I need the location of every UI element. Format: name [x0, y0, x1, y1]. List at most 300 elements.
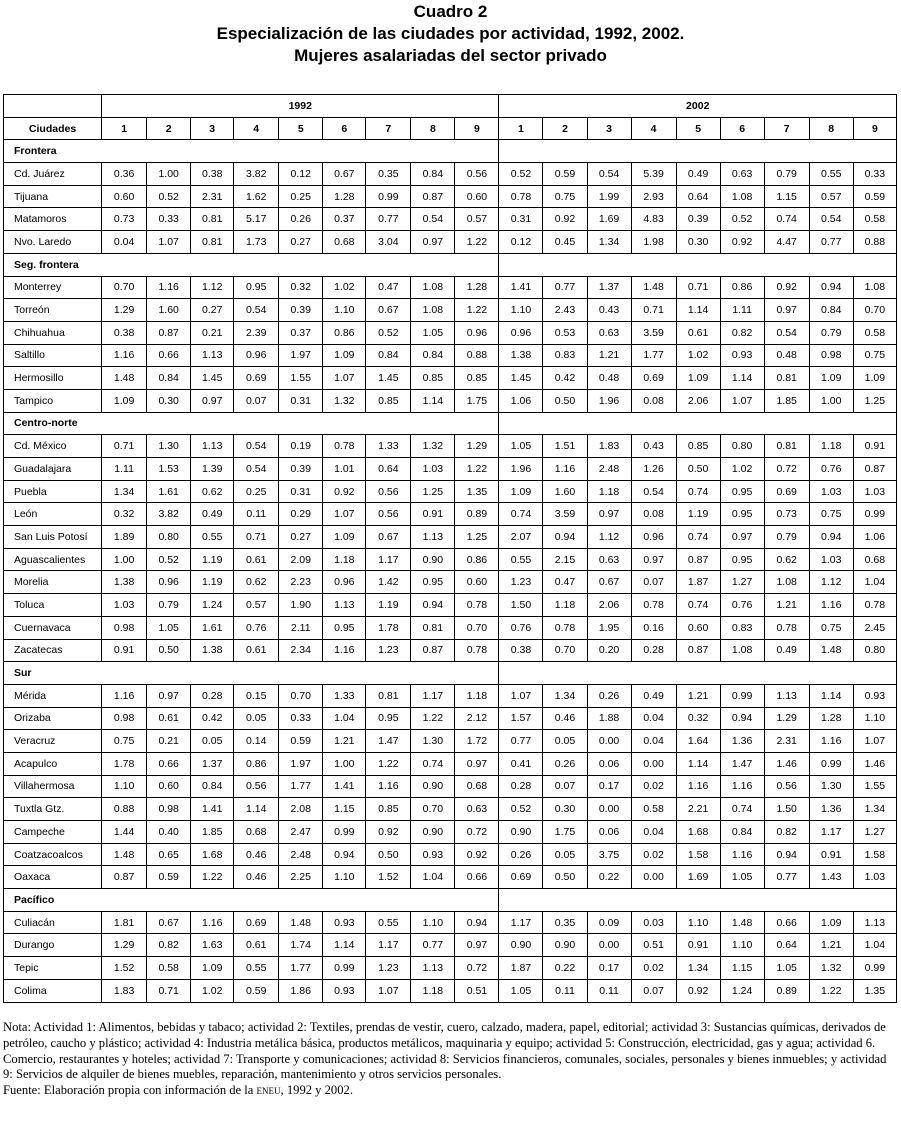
value-cell-2002-5: 0.87 [676, 548, 720, 571]
value-cell-1992-3: 0.97 [191, 389, 234, 412]
activity-header-2002-7: 7 [764, 117, 809, 140]
table-row [4, 276, 897, 299]
value-cell-1992-8: 1.04 [411, 866, 455, 889]
value-cell-2002-5: 0.85 [676, 435, 720, 458]
city-name: Veracruz [4, 730, 102, 753]
value-cell-1992-4: 2.39 [234, 321, 279, 344]
value-cell-1992-1: 0.70 [102, 276, 147, 299]
value-cell-1992-1: 1.52 [102, 957, 147, 980]
value-cell-1992-3: 1.68 [191, 843, 234, 866]
blank-corner-cell [4, 95, 102, 118]
value-cell-2002-9: 1.09 [853, 367, 896, 390]
value-cell-1992-6: 0.96 [323, 571, 366, 594]
table-row [4, 503, 897, 526]
value-cell-2002-7: 1.21 [764, 594, 809, 617]
value-cell-2002-2: 0.35 [543, 911, 587, 934]
region-row [4, 889, 897, 912]
value-cell-1992-2: 0.71 [147, 979, 191, 1002]
value-cell-2002-9: 0.78 [853, 594, 896, 617]
value-cell-2002-1: 1.96 [499, 458, 543, 481]
value-cell-2002-6: 1.08 [720, 639, 764, 662]
value-cell-2002-9: 1.25 [853, 389, 896, 412]
value-cell-1992-5: 0.33 [279, 707, 323, 730]
value-cell-2002-8: 0.98 [809, 344, 853, 367]
value-cell-2002-7: 0.97 [764, 299, 809, 322]
value-cell-1992-6: 0.67 [323, 163, 366, 186]
value-cell-2002-3: 0.11 [587, 979, 631, 1002]
value-cell-1992-4: 0.56 [234, 775, 279, 798]
value-cell-2002-8: 1.18 [809, 435, 853, 458]
value-cell-1992-7: 0.92 [366, 821, 411, 844]
value-cell-1992-9: 0.72 [455, 821, 499, 844]
value-cell-1992-3: 0.81 [191, 208, 234, 231]
value-cell-1992-1: 0.38 [102, 321, 147, 344]
value-cell-2002-6: 0.74 [720, 798, 764, 821]
value-cell-2002-5: 0.50 [676, 458, 720, 481]
value-cell-1992-6: 0.68 [323, 231, 366, 254]
value-cell-2002-2: 0.05 [543, 730, 587, 753]
value-cell-1992-6: 1.01 [323, 458, 366, 481]
value-cell-2002-8: 0.75 [809, 616, 853, 639]
value-cell-1992-9: 0.86 [455, 548, 499, 571]
value-cell-2002-8: 1.16 [809, 730, 853, 753]
value-cell-1992-7: 1.52 [366, 866, 411, 889]
value-cell-2002-6: 0.94 [720, 707, 764, 730]
value-cell-2002-4: 0.00 [631, 752, 676, 775]
value-cell-2002-4: 0.00 [631, 866, 676, 889]
value-cell-1992-9: 0.72 [455, 957, 499, 980]
value-cell-2002-6: 1.47 [720, 752, 764, 775]
value-cell-1992-1: 1.48 [102, 843, 147, 866]
value-cell-1992-5: 0.39 [279, 458, 323, 481]
value-cell-2002-9: 0.68 [853, 548, 896, 571]
value-cell-2002-5: 0.92 [676, 979, 720, 1002]
value-cell-2002-9: 1.46 [853, 752, 896, 775]
value-cell-1992-7: 0.81 [366, 684, 411, 707]
value-cell-1992-9: 1.22 [455, 299, 499, 322]
region-fill-1992 [102, 140, 499, 163]
value-cell-2002-9: 1.58 [853, 843, 896, 866]
region-fill-2002 [499, 140, 897, 163]
table-row [4, 208, 897, 231]
table-row [4, 639, 897, 662]
value-cell-1992-5: 0.70 [279, 684, 323, 707]
value-cell-1992-1: 1.78 [102, 752, 147, 775]
city-name: San Luis Potosí [4, 526, 102, 549]
value-cell-1992-9: 1.75 [455, 389, 499, 412]
value-cell-2002-9: 1.35 [853, 979, 896, 1002]
value-cell-2002-5: 0.71 [676, 276, 720, 299]
value-cell-2002-8: 1.09 [809, 367, 853, 390]
value-cell-1992-9: 0.66 [455, 866, 499, 889]
value-cell-2002-7: 4.47 [764, 231, 809, 254]
value-cell-2002-3: 1.88 [587, 707, 631, 730]
city-name: Culiacán [4, 911, 102, 934]
value-cell-1992-1: 0.87 [102, 866, 147, 889]
value-cell-1992-3: 1.09 [191, 957, 234, 980]
city-name: Monterrey [4, 276, 102, 299]
value-cell-2002-6: 1.15 [720, 957, 764, 980]
value-cell-1992-6: 1.14 [323, 934, 366, 957]
city-name: León [4, 503, 102, 526]
value-cell-1992-5: 0.25 [279, 185, 323, 208]
activity-header-1992-4: 4 [234, 117, 279, 140]
value-cell-2002-2: 2.15 [543, 548, 587, 571]
value-cell-2002-8: 0.76 [809, 458, 853, 481]
value-cell-2002-5: 1.58 [676, 843, 720, 866]
value-cell-2002-6: 1.02 [720, 458, 764, 481]
value-cell-1992-3: 2.31 [191, 185, 234, 208]
value-cell-2002-7: 0.64 [764, 934, 809, 957]
table-row [4, 866, 897, 889]
value-cell-2002-4: 0.49 [631, 684, 676, 707]
value-cell-1992-5: 1.48 [279, 911, 323, 934]
value-cell-1992-2: 1.30 [147, 435, 191, 458]
value-cell-2002-9: 1.04 [853, 934, 896, 957]
activity-header-2002-4: 4 [631, 117, 676, 140]
city-name: Acapulco [4, 752, 102, 775]
value-cell-1992-8: 1.10 [411, 911, 455, 934]
value-cell-1992-3: 0.81 [191, 231, 234, 254]
value-cell-1992-8: 0.84 [411, 344, 455, 367]
value-cell-2002-1: 0.90 [499, 934, 543, 957]
value-cell-1992-4: 0.76 [234, 616, 279, 639]
table-row [4, 594, 897, 617]
value-cell-2002-7: 1.13 [764, 684, 809, 707]
value-cell-1992-2: 1.07 [147, 231, 191, 254]
value-cell-2002-9: 2.45 [853, 616, 896, 639]
table-row [4, 344, 897, 367]
value-cell-2002-2: 0.59 [543, 163, 587, 186]
value-cell-2002-6: 1.08 [720, 185, 764, 208]
caption-number: Cuadro 2 [413, 2, 488, 21]
value-cell-1992-3: 1.02 [191, 979, 234, 1002]
value-cell-2002-3: 0.17 [587, 957, 631, 980]
city-name: Torreón [4, 299, 102, 322]
value-cell-2002-5: 0.64 [676, 185, 720, 208]
value-cell-2002-5: 1.34 [676, 957, 720, 980]
value-cell-2002-3: 0.48 [587, 367, 631, 390]
value-cell-1992-2: 0.66 [147, 344, 191, 367]
value-cell-1992-7: 0.95 [366, 707, 411, 730]
city-name: Zacatecas [4, 639, 102, 662]
value-cell-1992-4: 0.11 [234, 503, 279, 526]
value-cell-1992-7: 1.78 [366, 616, 411, 639]
value-cell-1992-8: 0.95 [411, 571, 455, 594]
activity-header-1992-7: 7 [366, 117, 411, 140]
value-cell-2002-8: 1.03 [809, 548, 853, 571]
value-cell-1992-6: 1.16 [323, 639, 366, 662]
value-cell-1992-2: 1.61 [147, 480, 191, 503]
value-cell-1992-7: 0.85 [366, 389, 411, 412]
value-cell-2002-3: 1.83 [587, 435, 631, 458]
value-cell-2002-4: 0.97 [631, 548, 676, 571]
value-cell-2002-8: 1.30 [809, 775, 853, 798]
value-cell-2002-7: 0.82 [764, 821, 809, 844]
value-cell-1992-1: 0.91 [102, 639, 147, 662]
value-cell-1992-5: 1.77 [279, 957, 323, 980]
city-name: Cd. México [4, 435, 102, 458]
value-cell-1992-3: 1.13 [191, 435, 234, 458]
value-cell-1992-6: 1.09 [323, 344, 366, 367]
city-name: Saltillo [4, 344, 102, 367]
value-cell-2002-2: 0.78 [543, 616, 587, 639]
value-cell-2002-6: 0.80 [720, 435, 764, 458]
city-name: Tuxtla Gtz. [4, 798, 102, 821]
value-cell-2002-5: 2.06 [676, 389, 720, 412]
value-cell-2002-3: 1.21 [587, 344, 631, 367]
value-cell-1992-7: 0.56 [366, 503, 411, 526]
value-cell-2002-9: 0.75 [853, 344, 896, 367]
activity-header-1992-6: 6 [323, 117, 366, 140]
value-cell-2002-5: 1.68 [676, 821, 720, 844]
value-cell-1992-9: 1.22 [455, 458, 499, 481]
value-cell-2002-5: 1.21 [676, 684, 720, 707]
cities-column-header: Ciudades [4, 117, 102, 140]
value-cell-1992-1: 0.04 [102, 231, 147, 254]
value-cell-2002-7: 1.15 [764, 185, 809, 208]
value-cell-1992-5: 2.47 [279, 821, 323, 844]
city-name: Toluca [4, 594, 102, 617]
city-name: Tampico [4, 389, 102, 412]
value-cell-1992-8: 0.81 [411, 616, 455, 639]
value-cell-2002-2: 0.07 [543, 775, 587, 798]
value-cell-2002-4: 0.04 [631, 730, 676, 753]
region-fill-2002 [499, 253, 897, 276]
value-cell-1992-5: 2.25 [279, 866, 323, 889]
value-cell-2002-9: 0.93 [853, 684, 896, 707]
value-cell-1992-6: 1.13 [323, 594, 366, 617]
value-cell-2002-6: 0.83 [720, 616, 764, 639]
value-cell-1992-4: 0.54 [234, 435, 279, 458]
value-cell-2002-4: 2.93 [631, 185, 676, 208]
value-cell-2002-7: 0.79 [764, 163, 809, 186]
value-cell-2002-4: 0.58 [631, 798, 676, 821]
table-row [4, 843, 897, 866]
value-cell-1992-7: 1.23 [366, 639, 411, 662]
value-cell-2002-8: 1.14 [809, 684, 853, 707]
value-cell-1992-8: 0.85 [411, 367, 455, 390]
value-cell-2002-7: 0.79 [764, 526, 809, 549]
value-cell-1992-5: 1.55 [279, 367, 323, 390]
value-cell-2002-1: 1.50 [499, 594, 543, 617]
activity-header-2002-2: 2 [543, 117, 587, 140]
value-cell-1992-9: 0.97 [455, 752, 499, 775]
value-cell-2002-6: 0.84 [720, 821, 764, 844]
value-cell-1992-7: 1.19 [366, 594, 411, 617]
value-cell-2002-1: 0.26 [499, 843, 543, 866]
value-cell-1992-1: 1.44 [102, 821, 147, 844]
value-cell-1992-7: 1.33 [366, 435, 411, 458]
value-cell-1992-1: 1.89 [102, 526, 147, 549]
value-cell-1992-6: 1.32 [323, 389, 366, 412]
value-cell-2002-9: 1.27 [853, 821, 896, 844]
value-cell-2002-7: 1.50 [764, 798, 809, 821]
value-cell-2002-8: 1.48 [809, 639, 853, 662]
region-fill-1992 [102, 662, 499, 685]
value-cell-1992-9: 0.94 [455, 911, 499, 934]
value-cell-2002-2: 1.60 [543, 480, 587, 503]
value-cell-1992-5: 0.27 [279, 526, 323, 549]
city-name: Mérida [4, 684, 102, 707]
value-cell-2002-6: 0.97 [720, 526, 764, 549]
value-cell-2002-7: 0.49 [764, 639, 809, 662]
value-cell-2002-8: 0.57 [809, 185, 853, 208]
value-cell-1992-6: 1.18 [323, 548, 366, 571]
activity-header-2002-3: 3 [587, 117, 631, 140]
activity-header-1992-5: 5 [279, 117, 323, 140]
value-cell-1992-4: 0.07 [234, 389, 279, 412]
value-cell-1992-1: 1.11 [102, 458, 147, 481]
value-cell-1992-5: 2.09 [279, 548, 323, 571]
value-cell-1992-4: 0.62 [234, 571, 279, 594]
value-cell-2002-5: 2.21 [676, 798, 720, 821]
value-cell-1992-6: 1.09 [323, 526, 366, 549]
city-name: Cuernavaca [4, 616, 102, 639]
value-cell-2002-3: 0.63 [587, 321, 631, 344]
value-cell-1992-7: 1.17 [366, 934, 411, 957]
value-cell-1992-6: 1.07 [323, 503, 366, 526]
value-cell-2002-2: 0.94 [543, 526, 587, 549]
value-cell-2002-4: 0.08 [631, 389, 676, 412]
value-cell-1992-1: 1.81 [102, 911, 147, 934]
value-cell-2002-5: 1.69 [676, 866, 720, 889]
value-cell-2002-5: 0.87 [676, 639, 720, 662]
value-cell-1992-7: 0.47 [366, 276, 411, 299]
value-cell-2002-3: 2.48 [587, 458, 631, 481]
value-cell-1992-3: 1.85 [191, 821, 234, 844]
value-cell-1992-5: 1.86 [279, 979, 323, 1002]
value-cell-1992-6: 1.10 [323, 866, 366, 889]
value-cell-1992-2: 0.40 [147, 821, 191, 844]
value-cell-1992-9: 0.60 [455, 571, 499, 594]
value-cell-2002-8: 0.84 [809, 299, 853, 322]
value-cell-2002-4: 1.26 [631, 458, 676, 481]
value-cell-1992-2: 0.30 [147, 389, 191, 412]
year-1992-header: 1992 [102, 95, 499, 118]
value-cell-1992-7: 0.99 [366, 185, 411, 208]
value-cell-2002-9: 0.70 [853, 299, 896, 322]
value-cell-1992-4: 0.55 [234, 957, 279, 980]
value-cell-2002-4: 0.07 [631, 571, 676, 594]
value-cell-1992-2: 0.82 [147, 934, 191, 957]
value-cell-1992-7: 1.17 [366, 548, 411, 571]
value-cell-1992-2: 0.61 [147, 707, 191, 730]
value-cell-2002-7: 1.46 [764, 752, 809, 775]
value-cell-2002-9: 1.07 [853, 730, 896, 753]
value-cell-2002-8: 1.32 [809, 957, 853, 980]
value-cell-2002-9: 0.88 [853, 231, 896, 254]
city-name: Villahermosa [4, 775, 102, 798]
value-cell-2002-8: 1.12 [809, 571, 853, 594]
value-cell-1992-2: 0.98 [147, 798, 191, 821]
value-cell-2002-6: 0.52 [720, 208, 764, 231]
value-cell-1992-4: 0.05 [234, 707, 279, 730]
value-cell-2002-4: 0.69 [631, 367, 676, 390]
value-cell-1992-9: 0.63 [455, 798, 499, 821]
value-cell-2002-5: 0.60 [676, 616, 720, 639]
value-cell-2002-8: 1.00 [809, 389, 853, 412]
value-cell-2002-2: 0.70 [543, 639, 587, 662]
value-cell-1992-3: 1.24 [191, 594, 234, 617]
city-name: Guadalajara [4, 458, 102, 481]
activity-header-2002-9: 9 [853, 117, 896, 140]
value-cell-1992-5: 1.74 [279, 934, 323, 957]
value-cell-2002-7: 0.81 [764, 435, 809, 458]
value-cell-2002-4: 4.83 [631, 208, 676, 231]
value-cell-2002-9: 0.80 [853, 639, 896, 662]
value-cell-1992-2: 0.21 [147, 730, 191, 753]
value-cell-1992-3: 1.41 [191, 798, 234, 821]
value-cell-1992-6: 0.37 [323, 208, 366, 231]
value-cell-1992-9: 0.51 [455, 979, 499, 1002]
activity-header-1992-3: 3 [191, 117, 234, 140]
value-cell-2002-1: 1.05 [499, 979, 543, 1002]
table-row [4, 798, 897, 821]
value-cell-1992-3: 0.55 [191, 526, 234, 549]
value-cell-1992-3: 0.21 [191, 321, 234, 344]
value-cell-1992-9: 0.85 [455, 367, 499, 390]
value-cell-2002-6: 1.27 [720, 571, 764, 594]
value-cell-1992-1: 0.88 [102, 798, 147, 821]
value-cell-2002-7: 0.72 [764, 458, 809, 481]
value-cell-2002-1: 0.28 [499, 775, 543, 798]
value-cell-1992-4: 0.69 [234, 911, 279, 934]
city-name: Chihuahua [4, 321, 102, 344]
value-cell-2002-2: 1.18 [543, 594, 587, 617]
value-cell-1992-5: 2.23 [279, 571, 323, 594]
value-cell-1992-8: 0.93 [411, 843, 455, 866]
value-cell-2002-3: 0.26 [587, 684, 631, 707]
value-cell-1992-2: 0.96 [147, 571, 191, 594]
value-cell-2002-3: 1.12 [587, 526, 631, 549]
value-cell-1992-4: 0.59 [234, 979, 279, 1002]
city-name: Oaxaca [4, 866, 102, 889]
value-cell-1992-6: 1.10 [323, 299, 366, 322]
value-cell-1992-9: 0.60 [455, 185, 499, 208]
value-cell-1992-3: 0.49 [191, 503, 234, 526]
city-name: Colima [4, 979, 102, 1002]
table-body [4, 140, 897, 1002]
value-cell-1992-5: 0.37 [279, 321, 323, 344]
activity-header-2002-8: 8 [809, 117, 853, 140]
value-cell-2002-1: 1.09 [499, 480, 543, 503]
value-cell-1992-7: 1.07 [366, 979, 411, 1002]
value-cell-1992-2: 1.53 [147, 458, 191, 481]
value-cell-1992-8: 1.08 [411, 276, 455, 299]
value-cell-2002-4: 1.48 [631, 276, 676, 299]
value-cell-1992-8: 0.74 [411, 752, 455, 775]
value-cell-1992-9: 1.29 [455, 435, 499, 458]
value-cell-2002-1: 1.41 [499, 276, 543, 299]
value-cell-1992-2: 0.59 [147, 866, 191, 889]
value-cell-1992-8: 1.30 [411, 730, 455, 753]
value-cell-2002-1: 0.90 [499, 821, 543, 844]
value-cell-2002-1: 0.76 [499, 616, 543, 639]
value-cell-1992-4: 0.61 [234, 639, 279, 662]
value-cell-1992-9: 2.12 [455, 707, 499, 730]
value-cell-2002-5: 1.14 [676, 752, 720, 775]
value-cell-2002-6: 0.99 [720, 684, 764, 707]
value-cell-2002-9: 0.33 [853, 163, 896, 186]
table-row [4, 821, 897, 844]
value-cell-2002-9: 1.34 [853, 798, 896, 821]
value-cell-1992-5: 0.39 [279, 299, 323, 322]
value-cell-1992-5: 1.77 [279, 775, 323, 798]
value-cell-2002-2: 0.50 [543, 866, 587, 889]
value-cell-1992-8: 0.84 [411, 163, 455, 186]
value-cell-1992-6: 0.94 [323, 843, 366, 866]
